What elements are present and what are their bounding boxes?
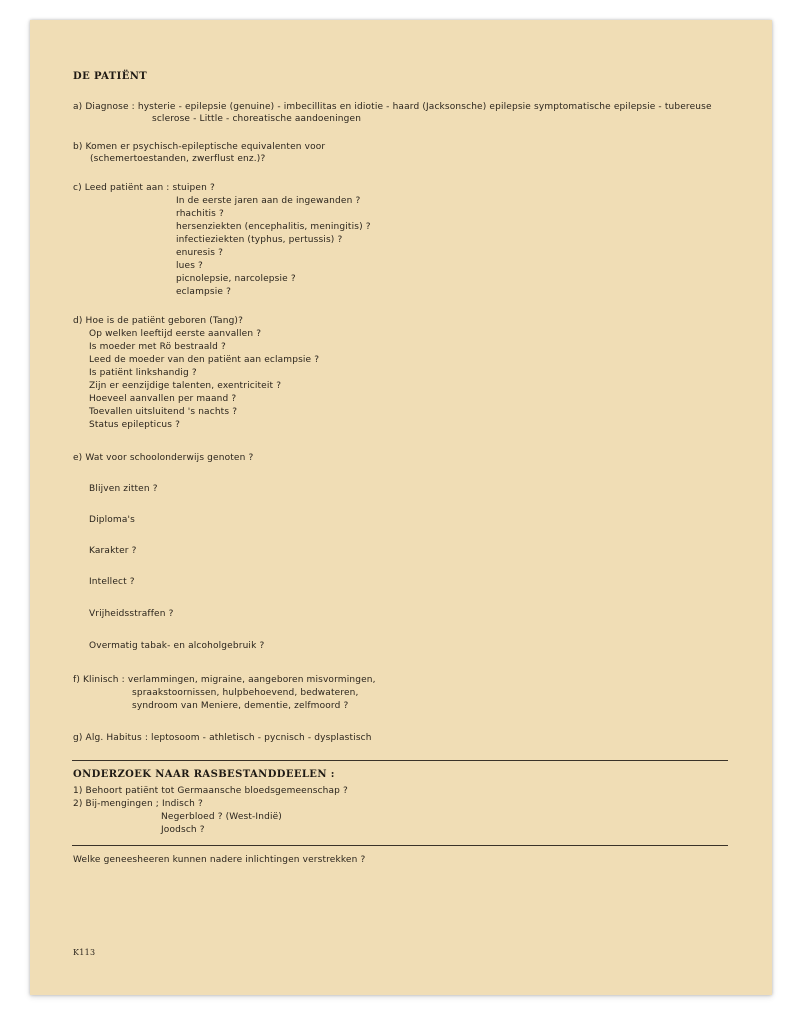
- question-e-item: Blijven zitten ?: [89, 484, 158, 494]
- rasbestanddeelen-q2-item: Joodsch ?: [161, 825, 205, 835]
- section-title: DE PATIËNT: [73, 71, 148, 82]
- question-c-item: lues ?: [176, 261, 203, 271]
- question-e-lead: e) Wat voor schoolonderwijs genoten ?: [73, 453, 254, 463]
- question-c-item: In de eerste jaren aan de ingewanden ?: [176, 196, 361, 206]
- question-d-item: Zijn er eenzijdige talenten, exentriciteit ?: [89, 381, 282, 391]
- rasbestanddeelen-q1: 1) Behoort patiënt tot Germaansche bloedsgemeenschap ?: [73, 786, 348, 796]
- question-f-line3: syndroom van Meniere, dementie, zelfmoord ?: [132, 701, 349, 711]
- question-a-line2: sclerose - Little - choreatische aandoeningen: [152, 114, 362, 124]
- question-c-item: picnolepsie, narcolepsie ?: [176, 274, 296, 284]
- divider-rule: [72, 845, 728, 846]
- rasbestanddeelen-q2-item: Negerbloed ? (West-Indië): [161, 812, 282, 822]
- question-d-lead: d) Hoe is de patiënt geboren (Tang)?: [73, 316, 244, 326]
- question-c-item: rhachitis ?: [176, 209, 224, 219]
- rasbestanddeelen-q2: 2) Bij-mengingen ; Indisch ?: [73, 799, 203, 809]
- form-sheet: [30, 20, 772, 995]
- question-d-item: Leed de moeder van den patiënt aan eclampsie ?: [89, 355, 320, 365]
- question-d-item: Is patiënt linkshandig ?: [89, 368, 197, 378]
- question-f-line2: spraakstoornissen, hulpbehoevend, bedwateren,: [132, 688, 359, 698]
- question-a-line1: a) Diagnose : hysterie - epilepsie (genuine) - imbecillitas en idiotie - haard (Jacksonsche) epilepsie symptomatische epilepsie - tubereuse: [73, 102, 712, 112]
- question-d-item: Op welken leeftijd eerste aanvallen ?: [89, 329, 262, 339]
- question-c-lead: c) Leed patiënt aan : stuipen ?: [73, 183, 215, 193]
- question-g-line1: g) Alg. Habitus : leptosoom - athletisch - pycnisch - dysplastisch: [73, 733, 372, 743]
- question-d-item: Toevallen uitsluitend 's nachts ?: [89, 407, 238, 417]
- question-d-item: Status epilepticus ?: [89, 420, 181, 430]
- question-c-item: infectieziekten (typhus, pertussis) ?: [176, 235, 343, 245]
- question-e-item: Vrijheidsstraffen ?: [89, 609, 174, 619]
- question-d-item: Hoeveel aanvallen per maand ?: [89, 394, 237, 404]
- form-code: K113: [73, 948, 96, 957]
- question-e-item: Overmatig tabak- en alcoholgebruik ?: [89, 641, 265, 651]
- question-c-item: eclampsie ?: [176, 287, 231, 297]
- question-e-item: Diploma's: [89, 515, 135, 525]
- rasbestanddeelen-heading: ONDERZOEK NAAR RASBESTANDDEELEN :: [73, 769, 335, 780]
- question-e-item: Intellect ?: [89, 577, 135, 587]
- question-b-line1: b) Komen er psychisch-epileptische equivalenten voor: [73, 142, 326, 152]
- closing-question: Welke geneesheeren kunnen nadere inlichtingen verstrekken ?: [73, 855, 366, 865]
- question-b-line2: (schemertoestanden, zwerflust enz.)?: [90, 154, 266, 164]
- question-c-item: hersenziekten (encephalitis, meningitis) ?: [176, 222, 371, 232]
- question-d-item: Is moeder met Rö bestraald ?: [89, 342, 226, 352]
- divider-rule: [72, 760, 728, 761]
- question-f-line1: f) Klinisch : verlammingen, migraine, aangeboren misvormingen,: [73, 675, 376, 685]
- question-e-item: Karakter ?: [89, 546, 137, 556]
- question-c-item: enuresis ?: [176, 248, 224, 258]
